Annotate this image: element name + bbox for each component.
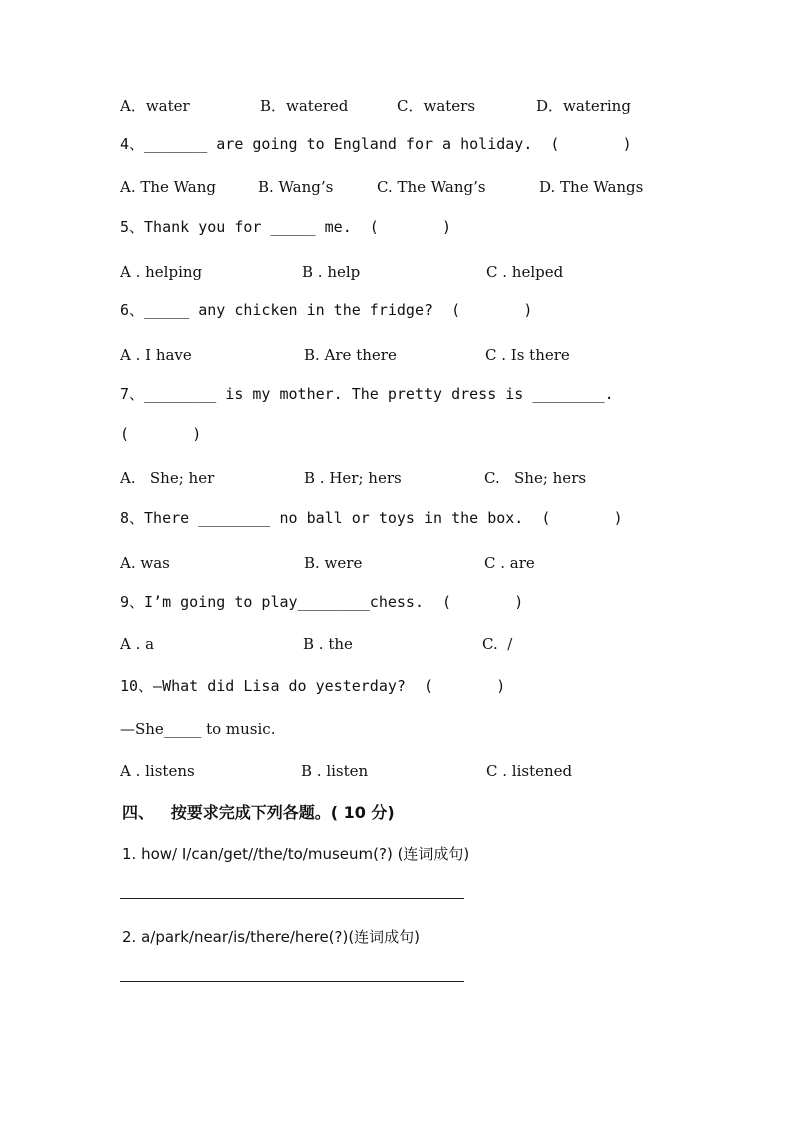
q3-option-a: A．water	[120, 97, 190, 115]
q4-stem: 4、_______ are going to England for a holiday. ( )	[120, 135, 632, 153]
q4-option-c: C. The Wang’s	[377, 178, 486, 196]
q5-option-c: C . helped	[486, 263, 564, 281]
task-2-answer-line[interactable]	[120, 981, 464, 982]
q9-option-c: C. /	[482, 635, 513, 653]
q9-options	[120, 634, 720, 654]
section-4-task-1: 1. how/ I/can/get//the/to/museum(?) (连词成句)	[122, 845, 470, 863]
q8-option-c: C . are	[484, 554, 535, 572]
q6-stem: 6、_____ any chicken in the fridge? ( )	[120, 301, 533, 319]
q5-options	[120, 262, 720, 282]
q3-option-d: D．watering	[536, 97, 631, 115]
q6-option-a: A . I have	[120, 346, 192, 364]
task-1-answer-line[interactable]	[120, 898, 464, 899]
q3-options	[120, 96, 720, 116]
q8-option-b: B. were	[304, 554, 363, 572]
q8-stem: 8、There ________ no ball or toys in the box. ( )	[120, 509, 623, 527]
q10-option-c: C . listened	[486, 762, 573, 780]
q5-option-a: A . helping	[120, 263, 203, 281]
q9-stem: 9、I’m going to play________chess. ( )	[120, 593, 524, 611]
q9-option-a: A . a	[120, 635, 155, 653]
q3-option-c: C．waters	[397, 97, 476, 115]
q6-option-c: C . Is there	[485, 346, 570, 364]
q4-option-a: A. The Wang	[120, 178, 216, 196]
q7-option-a: A. She; her	[120, 469, 215, 487]
q4-options	[120, 177, 720, 197]
q10-option-b: B . listen	[301, 762, 369, 780]
q9-option-b: B . the	[303, 635, 353, 653]
q5-stem: 5、Thank you for _____ me. ( )	[120, 218, 452, 236]
q7-option-c: C. She; hers	[484, 469, 587, 487]
q7-options	[120, 468, 720, 488]
section-4-task-2: 2. a/park/near/is/there/here(?)(连词成句)	[122, 928, 421, 946]
section-4-heading: 四、 按要求完成下列各题。( 10 分)	[122, 803, 395, 822]
q8-options	[120, 553, 720, 573]
q4-option-d: D. The Wangs	[539, 178, 644, 196]
q10-stem: 10、—What did Lisa do yesterday? ( )	[120, 677, 506, 695]
q6-options	[120, 345, 720, 365]
q7-answer-paren: ( )	[120, 425, 202, 443]
q4-option-b: B. Wang’s	[258, 178, 334, 196]
q7-option-b: B . Her; hers	[304, 469, 402, 487]
q5-option-b: B . help	[302, 263, 361, 281]
q10-reply: —She_____ to music.	[120, 720, 276, 738]
q3-option-b: B．watered	[260, 97, 349, 115]
q10-options	[120, 761, 720, 781]
q10-option-a: A . listens	[120, 762, 195, 780]
q8-option-a: A. was	[120, 554, 170, 572]
q7-stem: 7、________ is my mother. The pretty dress is ________.	[120, 385, 614, 403]
q6-option-b: B. Are there	[304, 346, 397, 364]
